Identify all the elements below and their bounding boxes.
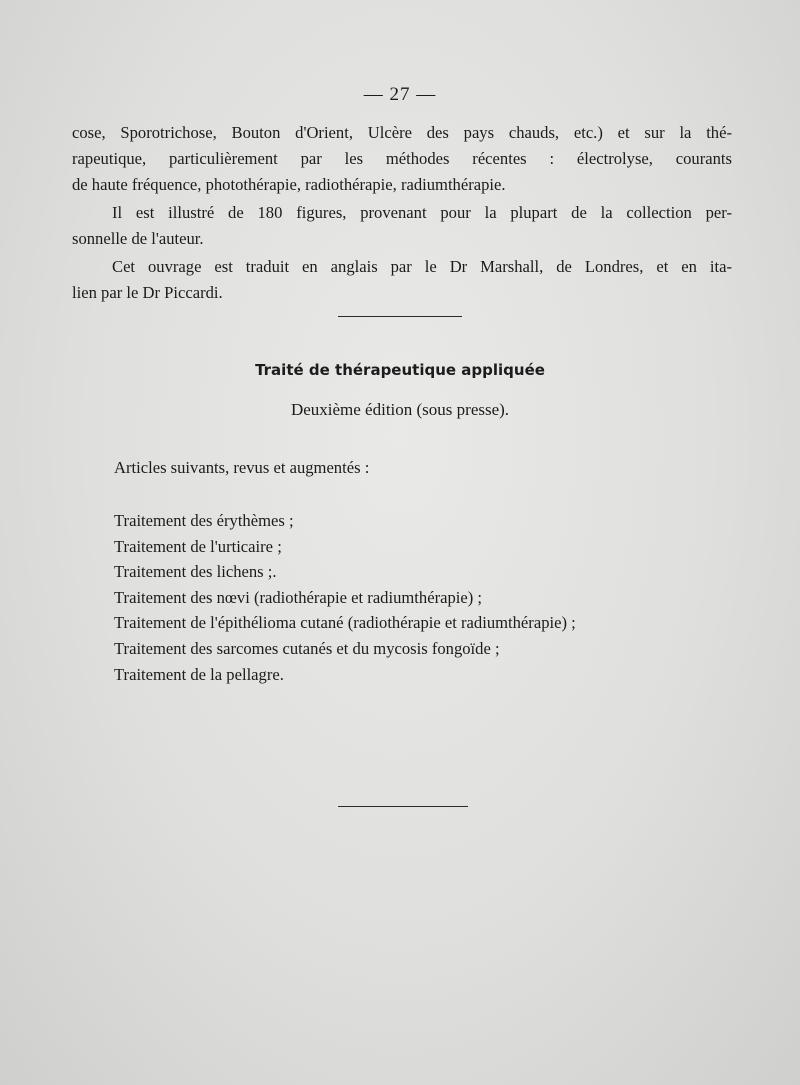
text-line: de haute fréquence, photothérapie, radiothérapie, radiumthérapie. — [72, 175, 506, 194]
translation-paragraph — [72, 254, 732, 306]
page-number: — 27 — — [363, 84, 437, 105]
articles-list — [114, 508, 576, 687]
list-item: Traitement de la pellagre. — [114, 664, 284, 684]
section-divider — [338, 316, 462, 317]
list-item: Traitement de l'épithélioma cutané (radiothérapie et radiumthérapie) ; — [114, 613, 576, 633]
text-line: Il est illustré de 180 figures, provenant pour la plupart de la collection per- — [112, 203, 732, 222]
text-line: rapeutique, particulièrement par les méthodes récentes : électrolyse, courants — [72, 149, 732, 168]
list-item: Traitement des sarcomes cutanés et du mycosis fongoïde ; — [114, 638, 500, 658]
text-line: cose, Sporotrichose, Bouton d'Orient, Ulcère des pays chauds, etc.) et sur la thé- — [72, 123, 732, 142]
list-item: Traitement des nœvi (radiothérapie et radiumthérapie) ; — [114, 587, 483, 607]
text-line: lien par le Dr Piccardi. — [72, 283, 223, 302]
text-line: sonnelle de l'auteur. — [72, 229, 204, 248]
list-item: Traitement des lichens ;. — [114, 562, 277, 582]
section-title: Traité de thérapeutique appliquée — [255, 361, 545, 379]
articles-intro: Articles suivants, revus et augmentés : — [114, 458, 370, 477]
list-item: Traitement de l'urticaire ; — [114, 536, 282, 556]
edition-note: Deuxième édition (sous presse). — [290, 400, 510, 419]
illustration-paragraph — [72, 200, 732, 252]
continuation-paragraph — [72, 120, 732, 198]
end-divider — [338, 806, 468, 807]
list-item: Traitement des érythèmes ; — [114, 511, 294, 530]
text-line: Cet ouvrage est traduit en anglais par le Dr Marshall, de Londres, et en ita- — [112, 257, 732, 276]
